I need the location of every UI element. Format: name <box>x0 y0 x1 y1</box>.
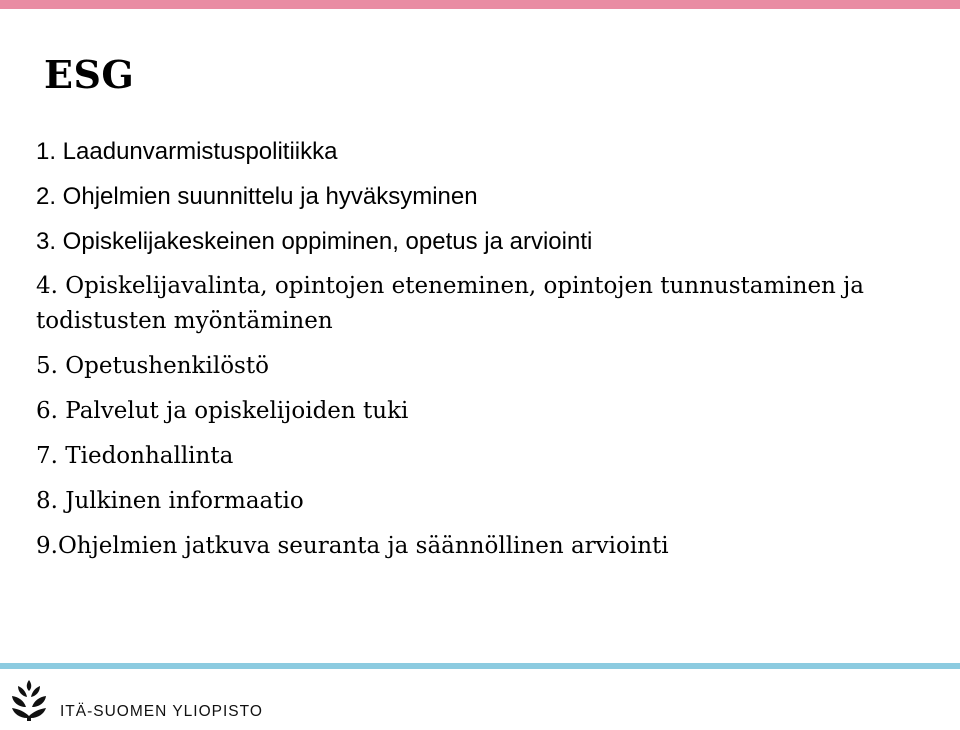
footer-logo <box>10 678 310 724</box>
list-item: 4. Opiskelijavalinta, opintojen eteneminen, opintojen tunnustaminen ja todistusten myöntäminen <box>36 273 872 334</box>
list-item: 9.Ohjelmien jatkuva seuranta ja säännöllinen arviointi <box>36 533 669 559</box>
list-item: 8. Julkinen informaatio <box>36 488 304 514</box>
slide-title: ESG <box>44 52 135 97</box>
university-name: ITÄ-SUOMEN YLIOPISTO <box>60 703 263 720</box>
list-item: 6. Palvelut ja opiskelijoiden tuki <box>36 398 409 424</box>
top-accent-bar <box>0 0 960 9</box>
bottom-accent-bar <box>0 663 960 669</box>
list-item: 7. Tiedonhallinta <box>36 443 234 469</box>
esg-standards-list <box>36 134 936 573</box>
list-item: 2. Ohjelmien suunnittelu ja hyväksyminen <box>36 183 478 210</box>
university-logo-icon <box>10 678 48 722</box>
list-item: 3. Opiskelijakeskeinen oppiminen, opetus ja arviointi <box>36 228 593 255</box>
list-item: 1. Laadunvarmistuspolitiikka <box>36 138 338 165</box>
list-item: 5. Opetushenkilöstö <box>36 353 269 379</box>
